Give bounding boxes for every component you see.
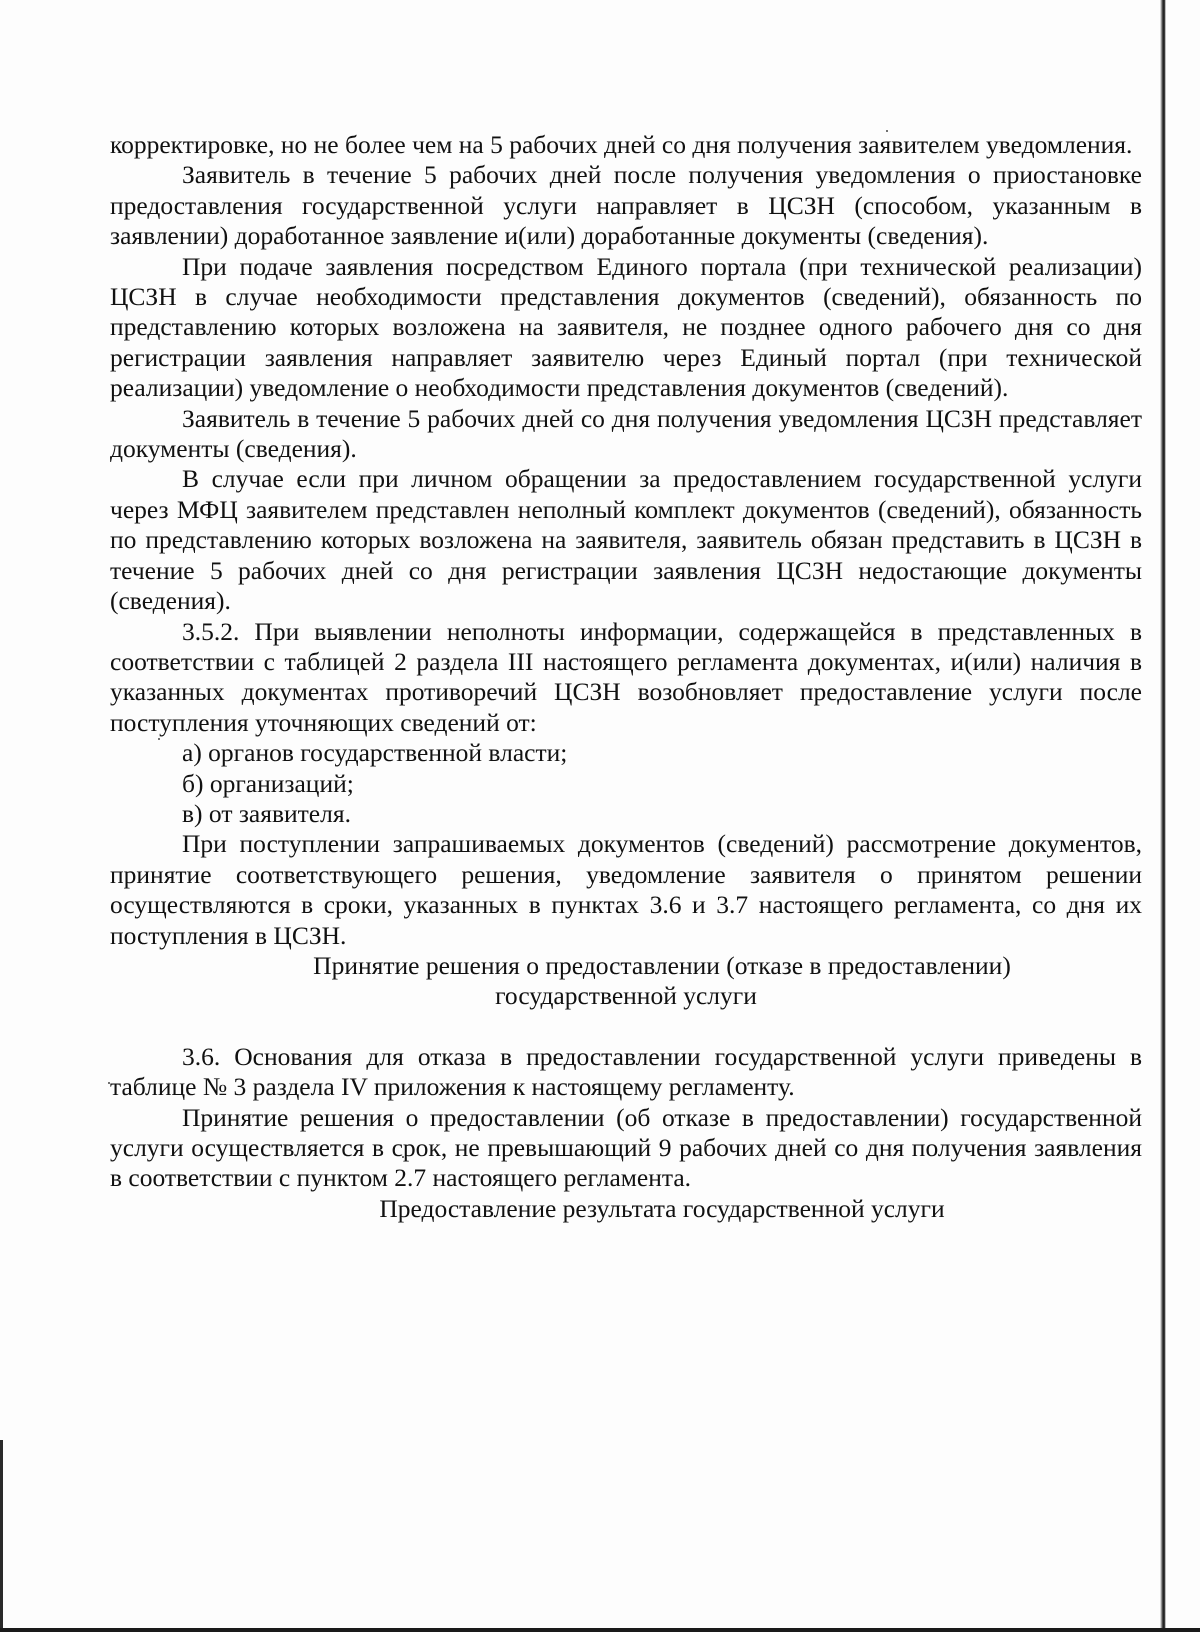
scan-edge-right: [1160, 0, 1166, 1632]
section-heading-line: государственной услуги: [495, 981, 757, 1011]
paragraph-clause-3-5-2: 3.5.2. При выявлении неполноты информации, содержащейся в представленных в соответствии с таблицей 2 раздела III настоящего регламента документах, и(или) наличия в указанных документах противоречий ЦСЗН возобновляет предоставление услуги после поступления уточняющих сведений от:: [110, 616, 1142, 737]
document-body: [110, 130, 1142, 1224]
scan-edge-left: [0, 1440, 3, 1632]
section-heading-line: Принятие решения о предоставлении (отказе в предоставлении): [313, 950, 1011, 980]
section-heading-result: Предоставление результата государственной услуги: [379, 1193, 945, 1223]
paragraph: Заявитель в течение 5 рабочих дней со дня получения уведомления ЦСЗН представляет документы (сведения).: [110, 403, 1142, 464]
list-item-b: б) организаций;: [182, 768, 354, 798]
paragraph: Принятие решения о предоставлении (об отказе в предоставлении) государственной услуги осуществляется в срок, не превышающий 9 рабочих дней со дня получения заявления в соответствии с пунктом 2.7 настоящего регламента.: [110, 1102, 1142, 1193]
paragraph-continuation: корректировке, но не более чем на 5 рабочих дней со дня получения заявителем уведомления.: [110, 130, 1133, 159]
list-item-c: в) от заявителя.: [182, 798, 351, 828]
paragraph: При подаче заявления посредством Единого портала (при технической реализации) ЦСЗН в случае необходимости представления документов (сведений), обязанность по представлению которых возложена на заявителя, не позднее одного рабочего дня со дня регистрации заявления направляет заявителю через Единый портал (при технической реализации) уведомление о необходимости представления документов (сведений).: [110, 251, 1142, 403]
paragraph: Заявитель в течение 5 рабочих дней после получения уведомления о приостановке предоставления государственной услуги направляет в ЦСЗН (способом, указанным в заявлении) доработанное заявление и(или) доработанные документы (сведения).: [110, 160, 1142, 251]
paragraph-clause-3-6: 3.6. Основания для отказа в предоставлении государственной услуги приведены в таблице № 3 раздела IV приложения к настоящему регламенту.: [110, 1041, 1142, 1102]
list-item-a: а) органов государственной власти;: [182, 738, 568, 768]
paragraph: В случае если при личном обращении за предоставлением государственной услуги через МФЦ заявителем представлен неполный комплект документов (сведений), обязанность по представлению которых возложена на заявителя, заявитель обязан представить в ЦСЗН в течение 5 рабочих дней со дня регистрации заявления ЦСЗН недостающие документы (сведения).: [110, 464, 1142, 616]
paragraph: При поступлении запрашиваемых документов (сведений) рассмотрение документов, принятие соответствующего решения, уведомление заявителя о принятом решении осуществляются в сроки, указанных в пунктах 3.6 и 3.7 настоящего регламента, со дня их поступления в ЦСЗН.: [110, 829, 1142, 950]
section-heading-decision: [110, 951, 1142, 1012]
scan-edge-bottom: [0, 1628, 1200, 1632]
